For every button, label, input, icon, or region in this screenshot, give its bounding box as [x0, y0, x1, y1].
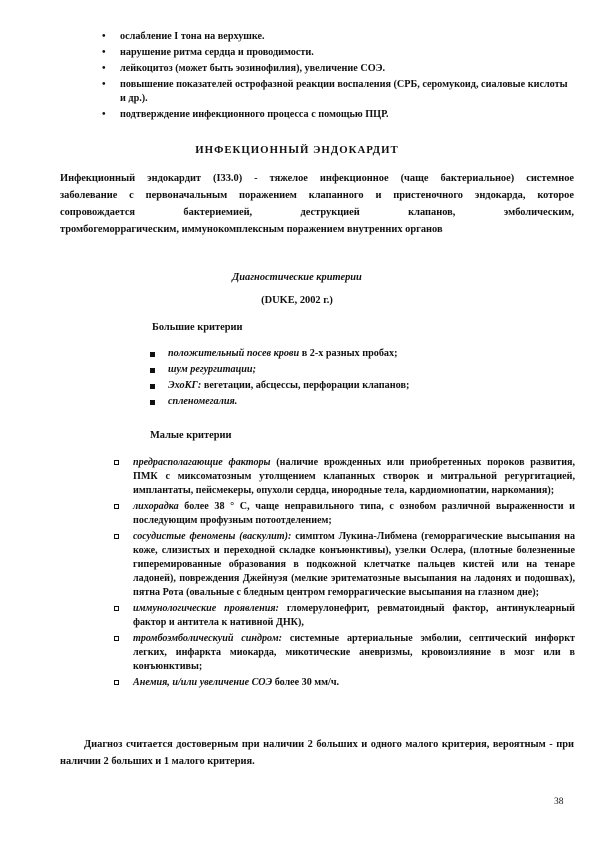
list-item: спленомегалия. [148, 395, 568, 409]
list-item: • нарушение ритма сердца и проводимости. [102, 47, 314, 58]
list-item: иммунологические проявления: гломерулонефрит, ревматоидный фактор, антинуклеарный фактор и антитела к нативной ДНК), [113, 602, 575, 630]
list-item: шум регургитации; [148, 363, 568, 377]
list-item: положительный посев крови в 2-х разных пробах; [148, 347, 568, 361]
hollow-square-bullet-icon [114, 534, 119, 539]
list-item: • повышение показателей острофазной реакции воспаления (СРБ, серомукоид, сиаловые кислоты и др.). [102, 79, 568, 104]
square-bullet-icon [150, 368, 155, 373]
bullet-icon: • [102, 63, 106, 74]
list-item: ЭхоКГ: вегетации, абсцессы, перфорации клапанов; [148, 379, 568, 393]
hollow-square-bullet-icon [114, 460, 119, 465]
minor-criteria-title: Малые критерии [150, 430, 232, 441]
major-criteria-list [148, 347, 568, 411]
diagnostic-criteria-title: Диагностические критерии [232, 272, 362, 283]
square-bullet-icon [150, 400, 155, 405]
hollow-square-bullet-icon [114, 680, 119, 685]
bullet-icon: • [102, 47, 106, 58]
duke-subtitle: (DUKE, 2002 г.) [261, 295, 333, 306]
bullet-icon: • [102, 31, 106, 42]
section-heading: ИНФЕКЦИОННЫЙ ЭНДОКАРДИТ [195, 144, 399, 156]
square-bullet-icon [150, 352, 155, 357]
list-item: тромбоэмболическуий синдром: системные артериальные эмболии, септический инфоркт легких, инфаркта миокарда, микотические аневризмы, кровоизлияние в мозг или в конъюнктивы; [113, 632, 575, 674]
definition-line: сопровождается бактериемией, деструкцией клапанов, эмболическим, [60, 207, 574, 218]
definition-line: заболевание с первоначальным поражением клапанного и пристеночного эндокарда, которое [60, 190, 574, 201]
square-bullet-icon [150, 384, 155, 389]
list-item: лихорадка более 38 ° С, чаще неправильного типа, с ознобом различной выраженности и последующим профузным потоотделением; [113, 500, 575, 528]
hollow-square-bullet-icon [114, 504, 119, 509]
symptom-bullet-list [100, 30, 570, 124]
minor-criteria-list [113, 456, 575, 692]
list-item: предрасполагающие факторы (наличие врожденных или приобретенных пороков развития, ПМК с миксоматозным утолщением клапанных створок и митральной регургитацией, имплантаты, пейсмекеры, опухоли сердца, инородные тела, кардиомиопатии, наркомания); [113, 456, 575, 498]
major-criteria-title: Большие критерии [152, 322, 243, 333]
page-number: 38 [554, 797, 564, 807]
list-item: Анемия, и/или увеличение СОЭ более 30 мм/ч. [113, 676, 575, 690]
hollow-square-bullet-icon [114, 606, 119, 611]
conclusion-paragraph: Диагноз считается достоверным при наличии 2 больших и одного малого критерия, вероятным - при наличии 2 больших и 1 малого критерия. [60, 739, 574, 767]
definition-line: тромбогеморрагическим, иммунокомплексным поражением внутренних органов [60, 224, 443, 235]
definition-line: Инфекционный эндокардит (I33.0) - тяжелое инфекционное (чаще бактериальное) системное [60, 173, 574, 184]
hollow-square-bullet-icon [114, 636, 119, 641]
list-item: • ослабление I тона на верхушке. [102, 31, 265, 42]
list-item: сосудистые феномены (васкулит): симптом Лукина-Либмена (геморрагические высыпания на коже, слизистых и переходной складке конъюнктивы), узелки Ослера, (плотные болезненные гиперемированные образования в подкожной клетчатке пальцев кистей или на тенаре ладоней), повреждения Джейнуэя (мелкие эритематозные высыпания на ладонях и подошвах), пятна Рота (овальные с бледным центром геморрагические высыпания на глазном дне); [113, 530, 575, 600]
list-item: • лейкоцитоз (может быть эозинофилия), увеличение СОЭ. [102, 63, 386, 74]
bullet-icon: • [102, 79, 106, 90]
list-item: • подтверждение инфекционного процесса с помощью ПЦР. [102, 109, 389, 120]
definition-paragraph [60, 170, 574, 238]
bullet-icon: • [102, 109, 106, 120]
